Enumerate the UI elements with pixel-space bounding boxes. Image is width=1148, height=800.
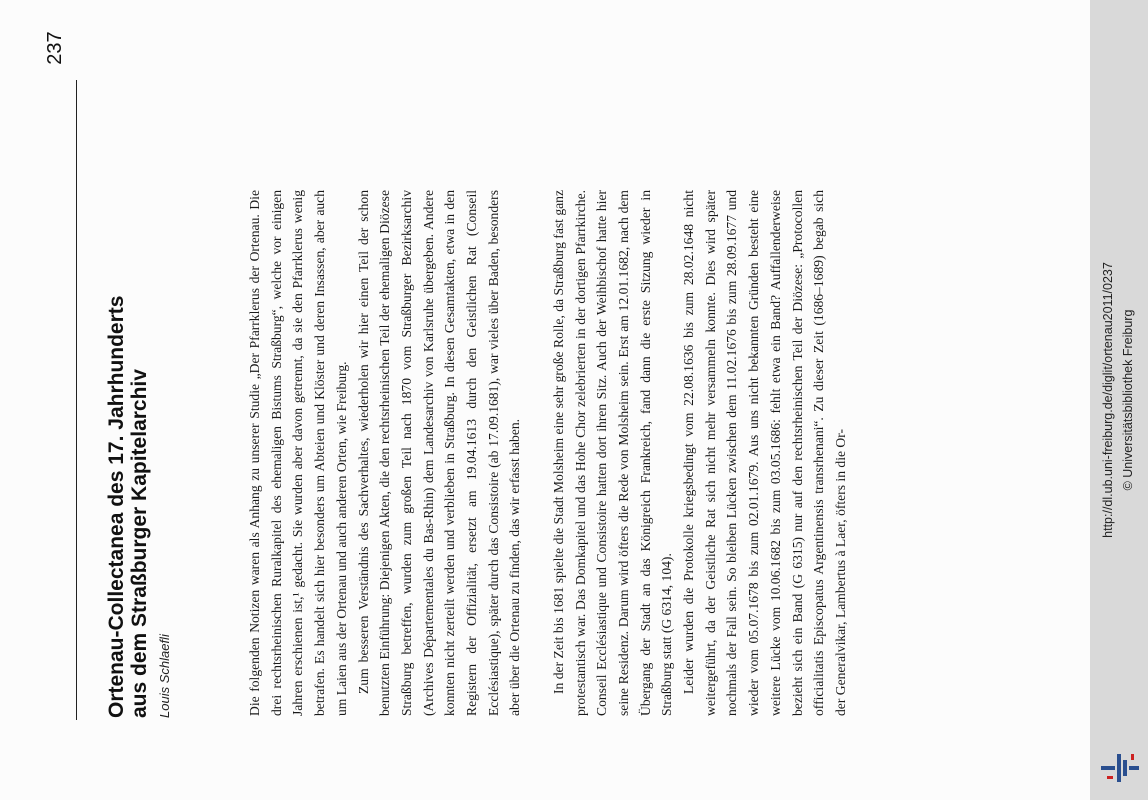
header-rule (76, 80, 77, 720)
library-logo-icon (1097, 746, 1141, 788)
library-sidebar (1090, 0, 1148, 800)
title-line-2: aus dem Straßburger Kapitelarchiv (128, 369, 151, 718)
paragraph: In der Zeit bis 1681 spielte die Stadt Molsheim eine sehr große Rolle, da Straßburg fast ganz protestantisch war. Das Domkapitel und das Hohe Chor zelebrierten in der dortigen Pfarrkirche. Conseil Ecclésiastique und Consistoire hatten dort ihren Sitz. Auch der Weihbischof hatte hier seine Residenz. Darum wird öfters die Rede von Molsheim sein. Erst am 12.01.1682, nach dem Übergang der Stadt an das Königreich Frankreich, fand dann die erste Sitzung wieder in Straßburg statt (G 6314, 104). (550, 190, 675, 716)
page-number: 237 (44, 31, 66, 65)
article-title (105, 18, 151, 718)
paragraph: Zum besseren Verständnis des Sachverhaltes, wiederholen wir hier einen Teil der schon benutzten Einführung: Diejenigen Akten, die den rechtsrheinischen Teil der ehemaligen Diözese Straßburg betreffen, wurden zum großen Teil nach 1870 vom Straßburger Bezirksarchiv (Archives Départementales du Bas-Rhin) dem Landesarchiv von Karlsruhe übergeben. Andere konnten nicht zerteilt werden und verblieben in Straßburg. In diesen Gesamtakten, etwa in den Registern der Offizialität, ersetzt am 19.04.1613 durch den Geistlichen Rat (Conseil Ecclésiastique), später durch das Consistoire (ab 17.09.1681), war vieles über Baden, besonders aber über die Ortenau zu finden, das wir erfasst haben. (355, 190, 523, 716)
copyright-notice: © Universitätsbibliothek Freiburg (1121, 309, 1135, 491)
title-line-1: Ortenau-Collectanea des 17. Jahrhunderts (105, 295, 128, 718)
sidebar-rotated-text (1090, 0, 1148, 800)
source-url-link[interactable]: http://dl.ub.uni-freiburg.de/diglit/ortenau2011/0237 (1101, 262, 1115, 538)
article-author: Louis Schlaefli (157, 634, 172, 718)
paragraph: Die folgenden Notizen waren als Anhang zu unserer Studie „Der Pfarrklerus der Ortenau. Die drei rechtsrheinischen Ruralkapitel des ehemaligen Bistums Straßburg“, welche vor einigen Jahren erschienen ist,¹ gedacht. Sie wurden aber davon getrennt, da sie den Pfarrklerus wenig betrafen. Es handelt sich hier besonders um Abteien und Klöster und deren Insassen, aber auch um Laien aus der Ortenau und auch anderen Orten, wie Freiburg. (247, 190, 349, 716)
article-body (244, 190, 852, 716)
paragraph: Leider wurden die Protokolle kriegsbedingt vom 22.08.1636 bis zum 28.02.1648 nicht weitergeführt, da der Geistliche Rat sich nicht mehr versammeln konnte. Dies wird später nochmals der Fall sein. So bleiben Lücken zwischen dem 11.02.1676 bis zum 28.09.1677 und wieder vom 05.07.1678 bis zum 02.01.1679. Aus uns nicht bekannten Gründen besteht eine weitere Lücke vom 10.06.1682 bis zum 03.05.1686: fehlt etwa ein Band? Auffallenderweise bezieht sich ein Band (G 6315) nur auf den rechtsrheinischen Teil der Diözese: „Protocollen officialitatis Episcopatus Argentinensis transrhenani“. Zu dieser Zeit (1686–1689) begab sich der Generalvikar, Lambertus à Laer, öfters in die Or- (681, 190, 848, 716)
